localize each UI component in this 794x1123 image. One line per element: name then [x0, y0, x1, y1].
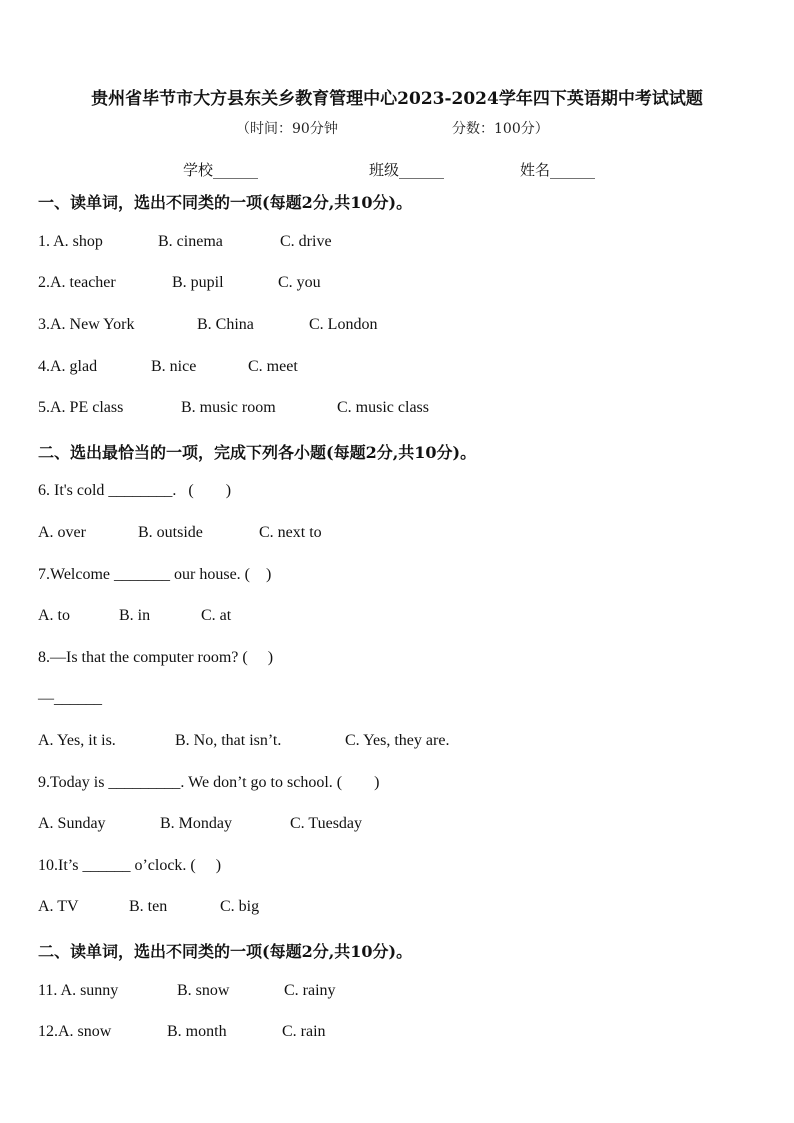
question-stem: 2.A. teacher [38, 274, 116, 291]
question-option: B. month [167, 1023, 227, 1040]
exam-time: （时间：90分钟 [236, 121, 338, 137]
question-stem: 1. A. shop [38, 233, 103, 250]
question-option: C. at [201, 607, 232, 624]
question-option: C. Tuesday [290, 815, 363, 832]
question-option: C. big [220, 898, 260, 915]
question-option: B. ten [129, 898, 168, 915]
question-stem: 7.Welcome _______ our house. ( ) [38, 566, 272, 583]
question-option: B. pupil [172, 274, 224, 291]
question-option: C. rainy [284, 982, 336, 999]
question-option: B. China [197, 316, 254, 333]
question-option: C. you [278, 274, 321, 291]
class-field: 班级______ [369, 161, 445, 179]
question-stem: 6. It's cold ________. ( ) [38, 482, 232, 499]
exam-score: 分数：100分） [452, 121, 549, 137]
section-heading: 二、选出最恰当的一项，完成下列各小题(每题2分,共10分)。 [38, 443, 477, 462]
question-stem: 5.A. PE class [38, 399, 124, 416]
question-option: B. nice [151, 358, 197, 375]
question-option: A. to [38, 607, 70, 624]
name-field: 姓名______ [520, 161, 596, 179]
answer-line: —______ [38, 690, 102, 707]
question-option: C. rain [282, 1023, 326, 1040]
page-title: 贵州省毕节市大方县东关乡教育管理中心2023-2024学年四下英语期中考试试题 [91, 89, 703, 109]
question-option: A. over [38, 524, 86, 541]
question-option: B. No, that isn’t. [175, 732, 282, 749]
question-option: C. London [309, 316, 378, 333]
question-option: B. Monday [160, 815, 232, 832]
question-option: C. music class [337, 399, 429, 416]
question-option: A. Yes, it is. [38, 732, 116, 749]
question-option: B. music room [181, 399, 276, 416]
question-option: B. outside [138, 524, 203, 541]
question-stem: 11. A. sunny [38, 982, 119, 999]
question-stem: 8.—Is that the computer room? ( ) [38, 649, 274, 666]
question-option: B. in [119, 607, 151, 624]
section-heading: 一、读单词，选出不同类的一项(每题2分,共10分)。 [38, 193, 413, 212]
school-field: 学校______ [183, 161, 259, 179]
question-stem: 9.Today is _________. We don’t go to school. ( ) [38, 774, 380, 791]
question-stem: 12.A. snow [38, 1023, 112, 1040]
question-stem: 4.A. glad [38, 358, 98, 375]
section-heading: 二、读单词，选出不同类的一项(每题2分,共10分)。 [38, 942, 413, 961]
question-option: B. cinema [158, 233, 223, 250]
question-option: A. TV [38, 898, 79, 915]
question-option: A. Sunday [38, 815, 106, 832]
question-stem: 3.A. New York [38, 316, 135, 333]
question-option: B. snow [177, 982, 230, 999]
question-stem: 10.It’s ______ o’clock. ( ) [38, 857, 222, 874]
question-option: C. drive [280, 233, 332, 250]
question-option: C. Yes, they are. [345, 732, 450, 749]
question-option: C. next to [259, 524, 322, 541]
question-option: C. meet [248, 358, 298, 375]
